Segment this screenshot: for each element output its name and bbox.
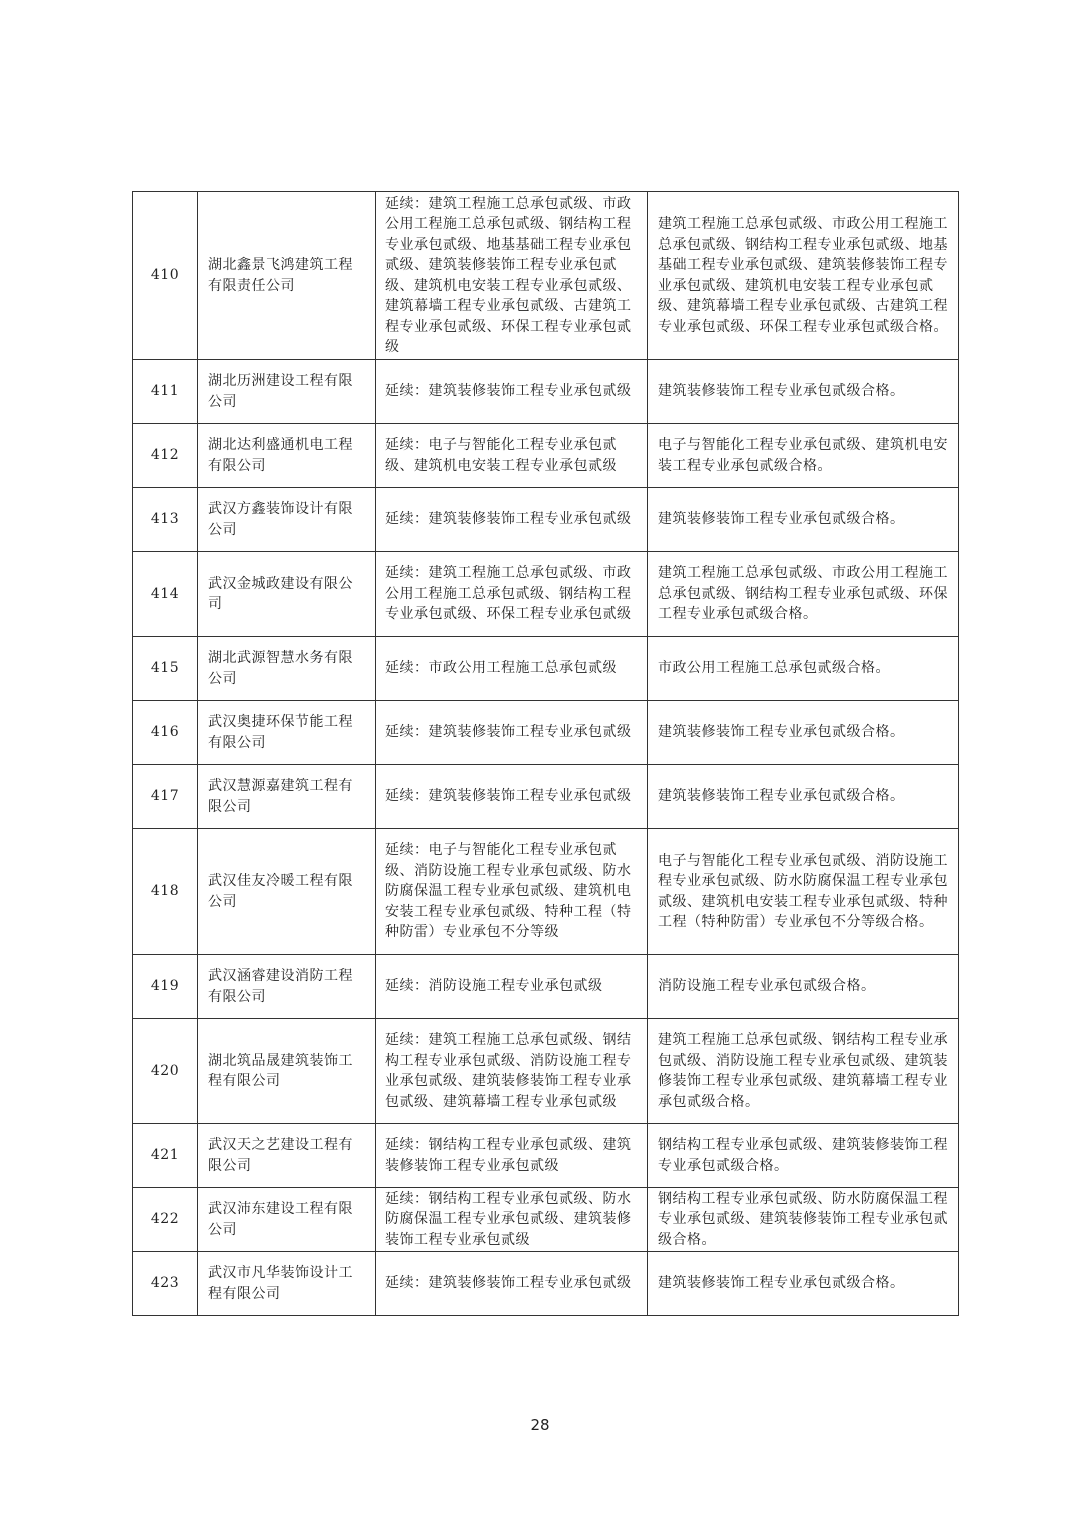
company-name: 湖北武源智慧水务有限公司 (198, 637, 376, 701)
review-result: 建筑装修装饰工程专业承包贰级合格。 (648, 1252, 959, 1316)
application-content: 延续：建筑工程施工总承包贰级、钢结构工程专业承包贰级、消防设施工程专业承包贰级、建筑装修装饰工程专业承包贰级、建筑幕墙工程专业承包贰级 (376, 1019, 648, 1124)
row-number: 422 (133, 1188, 198, 1252)
row-number: 414 (133, 552, 198, 637)
table-row (133, 1124, 959, 1188)
company-name: 武汉佳友冷暖工程有限公司 (198, 829, 376, 955)
row-number: 419 (133, 955, 198, 1019)
row-number: 417 (133, 765, 198, 829)
application-content: 延续：钢结构工程专业承包贰级、建筑装修装饰工程专业承包贰级 (376, 1124, 648, 1188)
qualification-table (132, 191, 959, 1316)
application-content: 延续：电子与智能化工程专业承包贰级、消防设施工程专业承包贰级、防水防腐保温工程专业承包贰级、建筑机电安装工程专业承包贰级、特种工程（特种防雷）专业承包不分等级 (376, 829, 648, 955)
row-number: 412 (133, 424, 198, 488)
application-content: 延续：市政公用工程施工总承包贰级 (376, 637, 648, 701)
table-row (133, 829, 959, 955)
page-number: 28 (530, 1416, 550, 1434)
row-number: 416 (133, 701, 198, 765)
application-content: 延续：钢结构工程专业承包贰级、防水防腐保温工程专业承包贰级、建筑装修装饰工程专业承包贰级 (376, 1188, 648, 1252)
review-result: 建筑装修装饰工程专业承包贰级合格。 (648, 360, 959, 424)
application-content: 延续：建筑装修装饰工程专业承包贰级 (376, 1252, 648, 1316)
table-row (133, 637, 959, 701)
review-result: 建筑装修装饰工程专业承包贰级合格。 (648, 701, 959, 765)
company-name: 武汉涵睿建设消防工程有限公司 (198, 955, 376, 1019)
table-row (133, 360, 959, 424)
review-result: 建筑工程施工总承包贰级、市政公用工程施工总承包贰级、钢结构工程专业承包贰级、环保工程专业承包贰级合格。 (648, 552, 959, 637)
table-row (133, 955, 959, 1019)
review-result: 钢结构工程专业承包贰级、建筑装修装饰工程专业承包贰级合格。 (648, 1124, 959, 1188)
application-content: 延续：建筑工程施工总承包贰级、市政公用工程施工总承包贰级、钢结构工程专业承包贰级、地基基础工程专业承包贰级、建筑装修装饰工程专业承包贰级、建筑机电安装工程专业承包贰级、建筑幕墙工程专业承包贰级、古建筑工程专业承包贰级、环保工程专业承包贰级 (376, 192, 648, 360)
table-row (133, 424, 959, 488)
row-number: 410 (133, 192, 198, 360)
table-row (133, 1019, 959, 1124)
company-name: 湖北筑品晟建筑装饰工程有限公司 (198, 1019, 376, 1124)
table-row (133, 1188, 959, 1252)
company-name: 武汉沛东建设工程有限公司 (198, 1188, 376, 1252)
application-content: 延续：消防设施工程专业承包贰级 (376, 955, 648, 1019)
table-row (133, 701, 959, 765)
row-number: 420 (133, 1019, 198, 1124)
row-number: 423 (133, 1252, 198, 1316)
table-row (133, 765, 959, 829)
company-name: 武汉奥捷环保节能工程有限公司 (198, 701, 376, 765)
company-name: 武汉天之艺建设工程有限公司 (198, 1124, 376, 1188)
review-result: 建筑装修装饰工程专业承包贰级合格。 (648, 765, 959, 829)
company-name: 武汉方鑫装饰设计有限公司 (198, 488, 376, 552)
row-number: 418 (133, 829, 198, 955)
application-content: 延续：建筑装修装饰工程专业承包贰级 (376, 360, 648, 424)
table-row (133, 1252, 959, 1316)
review-result: 建筑装修装饰工程专业承包贰级合格。 (648, 488, 959, 552)
company-name: 武汉慧源嘉建筑工程有限公司 (198, 765, 376, 829)
application-content: 延续：建筑装修装饰工程专业承包贰级 (376, 701, 648, 765)
application-content: 延续：建筑工程施工总承包贰级、市政公用工程施工总承包贰级、钢结构工程专业承包贰级、环保工程专业承包贰级 (376, 552, 648, 637)
company-name: 湖北历洲建设工程有限公司 (198, 360, 376, 424)
review-result: 市政公用工程施工总承包贰级合格。 (648, 637, 959, 701)
table-row (133, 552, 959, 637)
row-number: 415 (133, 637, 198, 701)
review-result: 建筑工程施工总承包贰级、钢结构工程专业承包贰级、消防设施工程专业承包贰级、建筑装修装饰工程专业承包贰级、建筑幕墙工程专业承包贰级合格。 (648, 1019, 959, 1124)
review-result: 电子与智能化工程专业承包贰级、建筑机电安装工程专业承包贰级合格。 (648, 424, 959, 488)
review-result: 建筑工程施工总承包贰级、市政公用工程施工总承包贰级、钢结构工程专业承包贰级、地基基础工程专业承包贰级、建筑装修装饰工程专业承包贰级、建筑机电安装工程专业承包贰级、建筑幕墙工程专业承包贰级、古建筑工程专业承包贰级、环保工程专业承包贰级合格。 (648, 192, 959, 360)
table-row (133, 192, 959, 360)
company-name: 湖北鑫景飞鸿建筑工程有限责任公司 (198, 192, 376, 360)
row-number: 421 (133, 1124, 198, 1188)
row-number: 413 (133, 488, 198, 552)
application-content: 延续：建筑装修装饰工程专业承包贰级 (376, 765, 648, 829)
table-row (133, 488, 959, 552)
review-result: 电子与智能化工程专业承包贰级、消防设施工程专业承包贰级、防水防腐保温工程专业承包贰级、建筑机电安装工程专业承包贰级、特种工程（特种防雷）专业承包不分等级合格。 (648, 829, 959, 955)
row-number: 411 (133, 360, 198, 424)
company-name: 武汉金城政建设有限公司 (198, 552, 376, 637)
company-name: 武汉市凡华装饰设计工程有限公司 (198, 1252, 376, 1316)
review-result: 消防设施工程专业承包贰级合格。 (648, 955, 959, 1019)
review-result: 钢结构工程专业承包贰级、防水防腐保温工程专业承包贰级、建筑装修装饰工程专业承包贰级合格。 (648, 1188, 959, 1252)
application-content: 延续：建筑装修装饰工程专业承包贰级 (376, 488, 648, 552)
company-name: 湖北达利盛通机电工程有限公司 (198, 424, 376, 488)
application-content: 延续：电子与智能化工程专业承包贰级、建筑机电安装工程专业承包贰级 (376, 424, 648, 488)
